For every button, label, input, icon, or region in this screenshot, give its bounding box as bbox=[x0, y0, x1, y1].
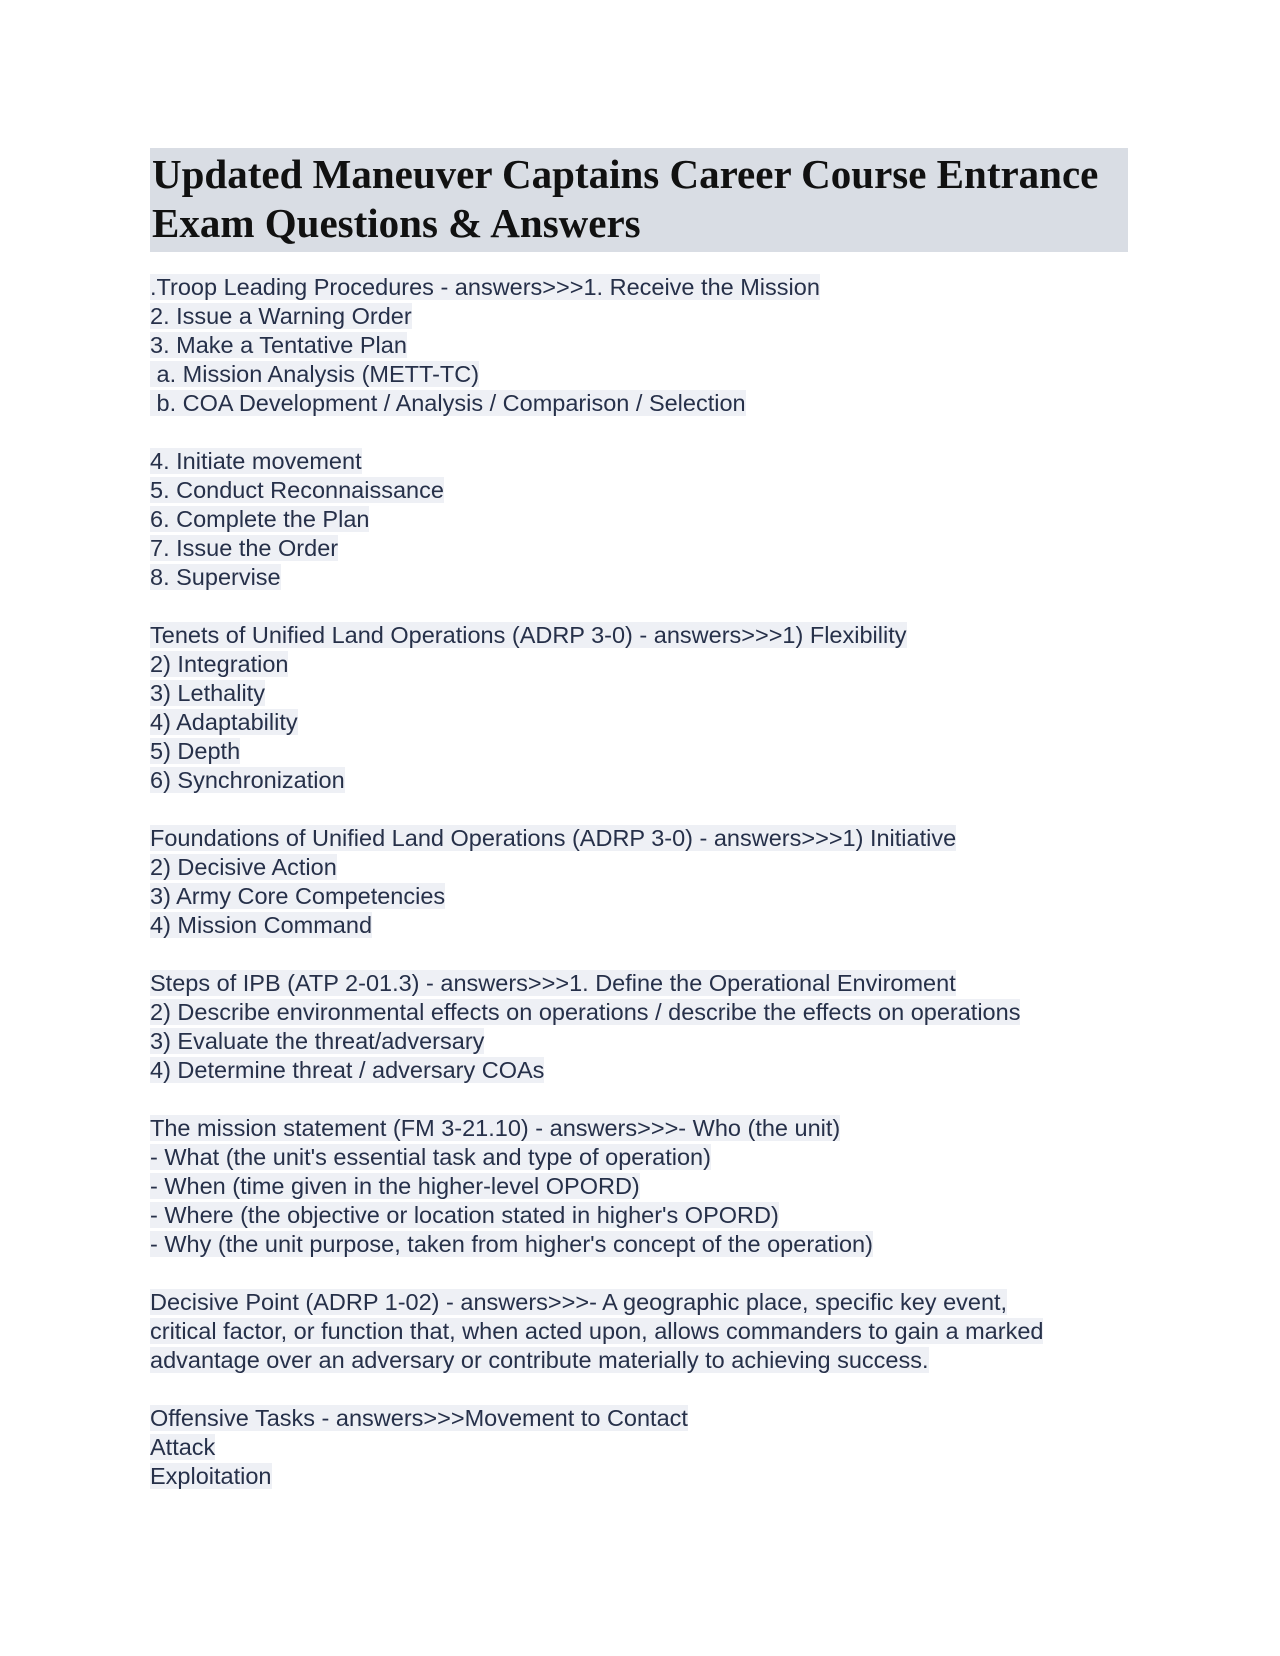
text-line-content: 7. Issue the Order bbox=[150, 535, 339, 561]
text-line-content: Attack bbox=[150, 1434, 216, 1460]
text-line bbox=[150, 1201, 1150, 1230]
text-line-content: b. COA Development / Analysis / Comparison / Selection bbox=[150, 390, 746, 416]
text-line bbox=[150, 766, 1150, 795]
text-line-content: 2. Issue a Warning Order bbox=[150, 303, 412, 329]
text-line bbox=[150, 737, 1150, 766]
text-line bbox=[150, 389, 1150, 418]
text-line-content: 3. Make a Tentative Plan bbox=[150, 332, 407, 358]
text-line bbox=[150, 1230, 1150, 1259]
text-line-content: Exploitation bbox=[150, 1463, 272, 1489]
text-line-content: 4) Mission Command bbox=[150, 912, 373, 938]
text-line-content: - Why (the unit purpose, taken from higher's concept of the operation) bbox=[150, 1231, 873, 1257]
text-line bbox=[150, 1288, 1150, 1317]
text-line-content: 3) Army Core Competencies bbox=[150, 883, 446, 909]
text-line-content: - What (the unit's essential task and type of operation) bbox=[150, 1144, 711, 1170]
text-line bbox=[150, 1172, 1150, 1201]
qa-section bbox=[150, 1114, 1150, 1259]
text-line-content: critical factor, or function that, when acted upon, allows commanders to gain a marked bbox=[150, 1318, 1044, 1344]
text-line-content: 6. Complete the Plan bbox=[150, 506, 370, 532]
text-line bbox=[150, 273, 1150, 302]
text-line-content: Offensive Tasks - answers>>>Movement to Contact bbox=[150, 1405, 688, 1431]
text-line bbox=[150, 998, 1150, 1027]
qa-section bbox=[150, 969, 1150, 1085]
text-line-content: 2) Integration bbox=[150, 651, 289, 677]
document-body bbox=[150, 273, 1150, 1520]
qa-section bbox=[150, 273, 1150, 418]
text-line-content: - When (time given in the higher-level OPORD) bbox=[150, 1173, 640, 1199]
text-line-content: 3) Evaluate the threat/adversary bbox=[150, 1028, 485, 1054]
text-line bbox=[150, 650, 1150, 679]
text-line bbox=[150, 1056, 1150, 1085]
text-line bbox=[150, 302, 1150, 331]
qa-section bbox=[150, 621, 1150, 795]
title-line-2: Exam Questions & Answers bbox=[152, 200, 641, 246]
text-line-content: 5) Depth bbox=[150, 738, 241, 764]
text-line-content: 3) Lethality bbox=[150, 680, 265, 706]
qa-section bbox=[150, 447, 1150, 592]
text-line-content: a. Mission Analysis (METT-TC) bbox=[150, 361, 480, 387]
qa-section bbox=[150, 1404, 1150, 1491]
text-line bbox=[150, 505, 1150, 534]
text-line-content: 8. Supervise bbox=[150, 564, 281, 590]
text-line-content: .Troop Leading Procedures - answers>>>1. Receive the Mission bbox=[150, 274, 820, 300]
text-line bbox=[150, 534, 1150, 563]
text-line bbox=[150, 708, 1150, 737]
text-line-content: Steps of IPB (ATP 2-01.3) - answers>>>1. Define the Operational Enviroment bbox=[150, 970, 956, 996]
text-line-content: The mission statement (FM 3-21.10) - answers>>>- Who (the unit) bbox=[150, 1115, 841, 1141]
text-line bbox=[150, 824, 1150, 853]
text-line-content: 2) Decisive Action bbox=[150, 854, 337, 880]
text-line-content: Decisive Point (ADRP 1-02) - answers>>>- A geographic place, specific key event, bbox=[150, 1289, 1008, 1315]
text-line-content: 6) Synchronization bbox=[150, 767, 345, 793]
text-line-content: 4. Initiate movement bbox=[150, 448, 362, 474]
text-line bbox=[150, 1317, 1150, 1346]
text-line bbox=[150, 853, 1150, 882]
text-line bbox=[150, 476, 1150, 505]
qa-section bbox=[150, 824, 1150, 940]
page-title bbox=[150, 148, 1128, 252]
text-line bbox=[150, 1027, 1150, 1056]
text-line-content: 5. Conduct Reconnaissance bbox=[150, 477, 444, 503]
text-line-content: Tenets of Unified Land Operations (ADRP 3-0) - answers>>>1) Flexibility bbox=[150, 622, 907, 648]
text-line bbox=[150, 911, 1150, 940]
text-line bbox=[150, 331, 1150, 360]
qa-section bbox=[150, 1288, 1150, 1375]
text-line-content: Foundations of Unified Land Operations (ADRP 3-0) - answers>>>1) Initiative bbox=[150, 825, 957, 851]
text-line-content: - Where (the objective or location stated in higher's OPORD) bbox=[150, 1202, 779, 1228]
text-line bbox=[150, 1404, 1150, 1433]
text-line bbox=[150, 1114, 1150, 1143]
text-line bbox=[150, 1462, 1150, 1491]
text-line bbox=[150, 563, 1150, 592]
text-line-content: 4) Adaptability bbox=[150, 709, 298, 735]
text-line bbox=[150, 360, 1150, 389]
text-line bbox=[150, 1143, 1150, 1172]
text-line bbox=[150, 882, 1150, 911]
text-line-content: 2) Describe environmental effects on operations / describe the effects on operations bbox=[150, 999, 1021, 1025]
text-line bbox=[150, 621, 1150, 650]
text-line bbox=[150, 1346, 1150, 1375]
text-line bbox=[150, 447, 1150, 476]
text-line bbox=[150, 969, 1150, 998]
text-line bbox=[150, 679, 1150, 708]
title-line-1: Updated Maneuver Captains Career Course Entrance bbox=[152, 151, 1099, 197]
text-line-content: 4) Determine threat / adversary COAs bbox=[150, 1057, 545, 1083]
text-line bbox=[150, 1433, 1150, 1462]
text-line-content: advantage over an adversary or contribute materially to achieving success. bbox=[150, 1347, 929, 1373]
